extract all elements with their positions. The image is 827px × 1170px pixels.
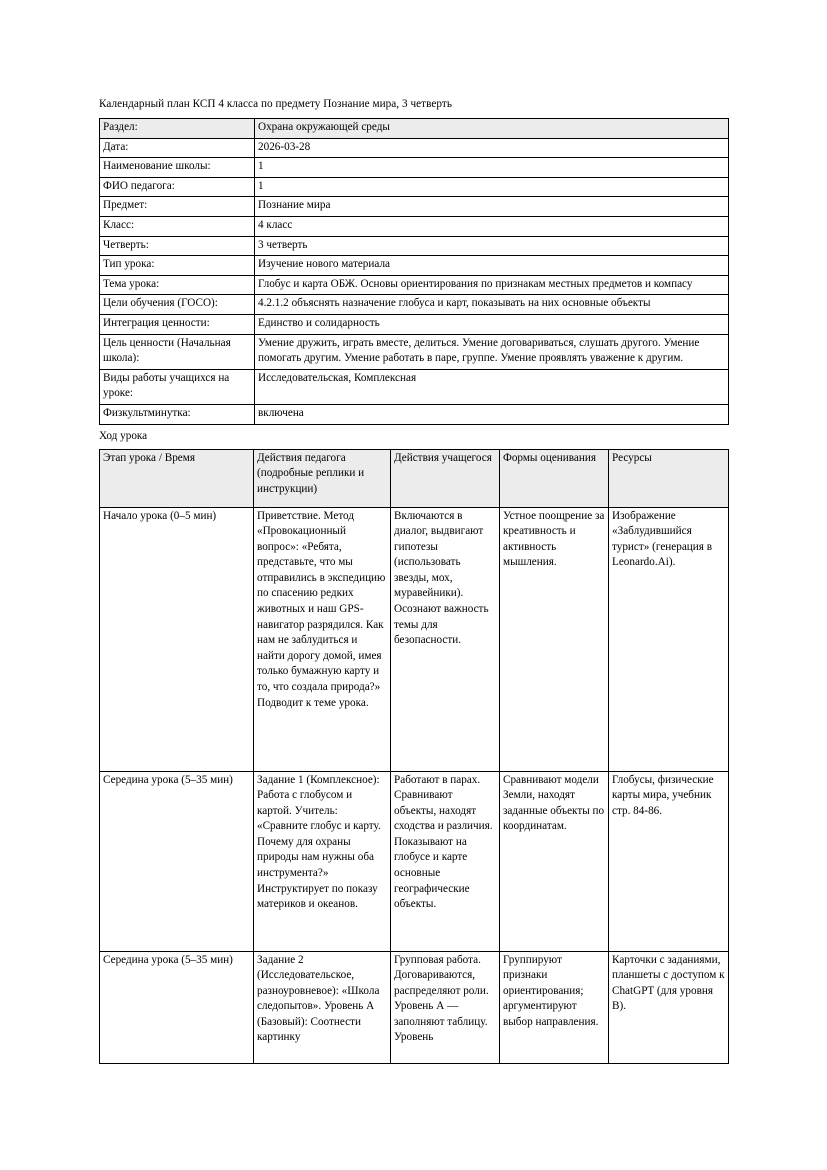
info-row-label: Виды работы учащихся на уроке: [100,369,255,404]
table-header-row [100,449,729,507]
info-row [100,369,729,404]
cell-resources: Карточки с заданиями, планшеты с доступом к ChatGPT (для уровня B). [609,951,729,1063]
info-row-value: Изучение нового материала [255,256,729,276]
info-row [100,334,729,369]
info-row-label: Наименование школы: [100,158,255,178]
info-row-label: Цель ценности (Начальная школа): [100,334,255,369]
info-row [100,256,729,276]
info-row-value: включена [255,404,729,424]
info-row-value: 2026-03-28 [255,138,729,158]
info-row-value: 1 [255,158,729,178]
cell-stage: Середина урока (5–35 мин) [100,771,254,951]
lesson-flow-table-head [100,449,729,507]
cell-stage: Начало урока (0–5 мин) [100,507,254,771]
table-row [100,507,729,771]
column-header-student: Действия учащегося [391,449,500,507]
info-row-label: Интеграция ценности: [100,314,255,334]
column-header-teacher: Действия педагога (подробные реплики и инструкции) [254,449,391,507]
info-row-value: Охрана окружающей среды [255,119,729,139]
table-row [100,771,729,951]
info-row [100,158,729,178]
info-row-value: Единство и солидарность [255,314,729,334]
table-row [100,951,729,1063]
lesson-info-table [99,118,729,425]
lesson-flow-table [99,449,729,1064]
cell-teacher: Задание 2 (Исследовательское, разноуровневое): «Школа следопытов». Уровень А (Базовый): Соотнести картинку [254,951,391,1063]
info-row-value: 4.2.1.2 объяснять назначение глобуса и карт, показывать на них основные объекты [255,295,729,315]
column-header-resources: Ресурсы [609,449,729,507]
cell-assessment: Устное поощрение за креативность и активность мышления. [500,507,609,771]
column-header-stage: Этап урока / Время [100,449,254,507]
info-row [100,119,729,139]
cell-teacher: Задание 1 (Комплексное): Работа с глобусом и картой. Учитель: «Сравните глобус и карту. Почему для охраны природы нам нужны оба инструмента?» Инструктирует по показу материков и океанов. [254,771,391,951]
cell-stage: Середина урока (5–35 мин) [100,951,254,1063]
cell-teacher: Приветствие. Метод «Провокационный вопрос»: «Ребята, представьте, что мы отправились в экспедицию по спасению редких животных и наш GPS-навигатор разрядился. Как нам не заблудиться и найти дорогу домой, имея только бумажную карту и то, что создала природа?» Подводит к теме урока. [254,507,391,771]
cell-assessment: Группируют признаки ориентирования; аргументируют выбор направления. [500,951,609,1063]
lesson-info-table-body [100,119,729,425]
page-content [99,96,728,1064]
info-row-label: Дата: [100,138,255,158]
column-header-assessment: Формы оценивания [500,449,609,507]
cell-resources: Изображение «Заблудившийся турист» (генерация в Leonardo.Ai). [609,507,729,771]
info-row [100,177,729,197]
info-row-value: Глобус и карта ОБЖ. Основы ориентирования по признакам местных предметов и компасу [255,275,729,295]
lesson-flow-label: Ход урока [99,429,148,442]
info-row-value: 1 [255,177,729,197]
cell-student: Включаются в диалог, выдвигают гипотезы (использовать звезды, мох, муравейники). Осознают важность темы для безопасности. [391,507,500,771]
info-row-label: Предмет: [100,197,255,217]
info-row-label: Цели обучения (ГОСО): [100,295,255,315]
info-row-value: Исследовательская, Комплексная [255,369,729,404]
info-row-label: Класс: [100,216,255,236]
info-row [100,275,729,295]
info-row-label: Раздел: [100,119,255,139]
info-row [100,404,729,424]
info-row-value: 4 класс [255,216,729,236]
info-row [100,216,729,236]
cell-student: Групповая работа. Договариваются, распределяют роли. Уровень А — заполняют таблицу. Уровень [391,951,500,1063]
info-row [100,236,729,256]
cell-resources: Глобусы, физические карты мира, учебник стр. 84-86. [609,771,729,951]
info-row [100,138,729,158]
info-row-label: Тип урока: [100,256,255,276]
page-title: Календарный план КСП 4 класса по предмету Познание мира, 3 четверть [99,98,452,110]
info-row-label: Четверть: [100,236,255,256]
info-row-label: ФИО педагога: [100,177,255,197]
info-row-label: Физкультминутка: [100,404,255,424]
cell-assessment: Сравнивают модели Земли, находят заданные объекты по координатам. [500,771,609,951]
info-row-value: Умение дружить, играть вместе, делиться. Умение договариваться, слушать другого. Умение помогать другим. Умение работать в паре, группе. Умение проявлять уважение к другим. [255,334,729,369]
info-row-value: 3 четверть [255,236,729,256]
info-row [100,197,729,217]
info-row-value: Познание мира [255,197,729,217]
lesson-flow-table-body [100,507,729,1063]
cell-student: Работают в парах. Сравнивают объекты, находят сходства и различия. Показывают на глобусе и карте основные географические объекты. [391,771,500,951]
info-row-label: Тема урока: [100,275,255,295]
info-row [100,314,729,334]
info-row [100,295,729,315]
